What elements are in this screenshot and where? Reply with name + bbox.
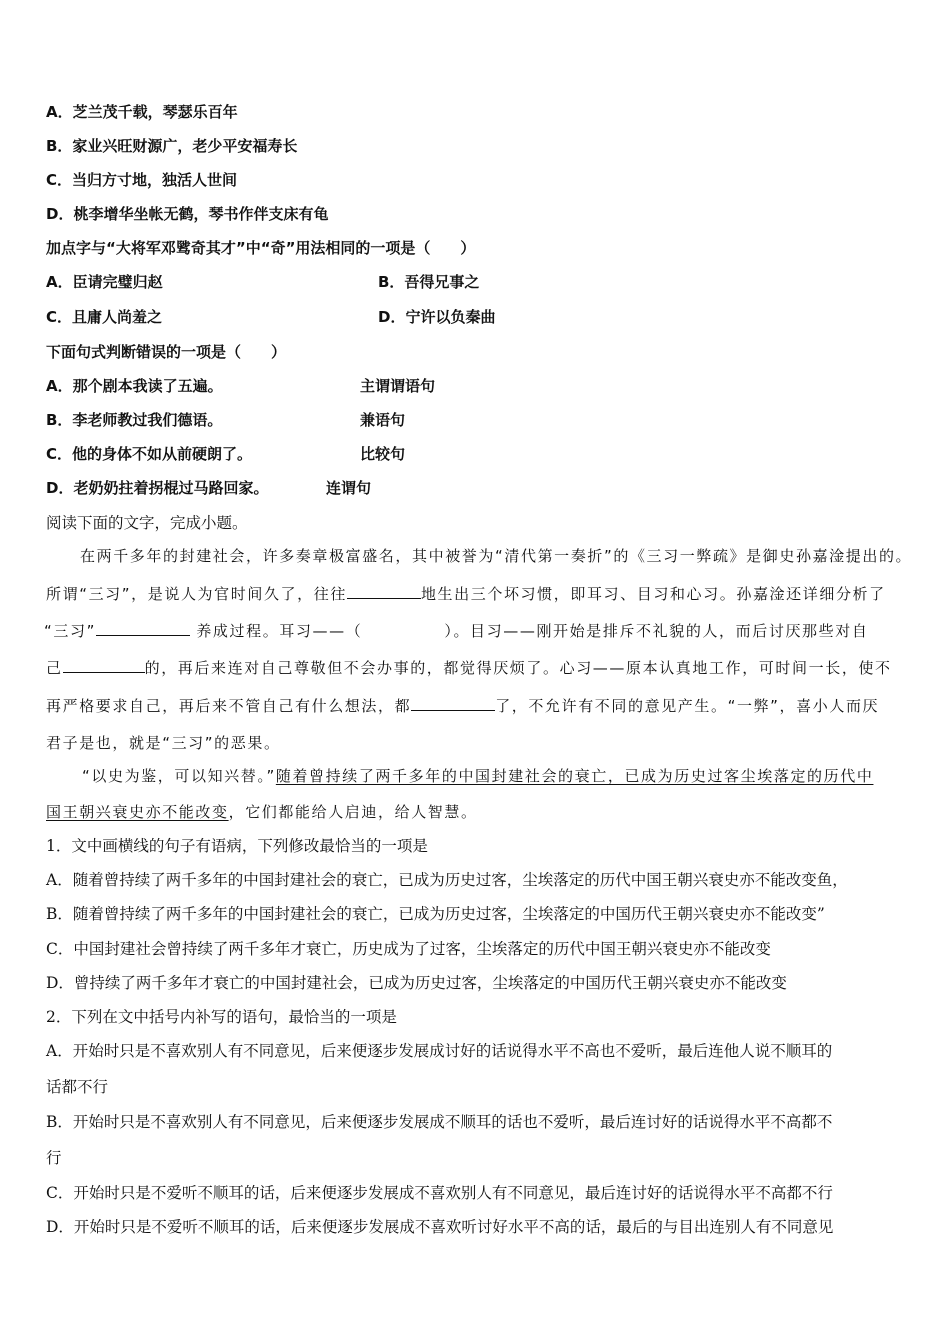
option-a-type: 主谓谓语句: [360, 377, 436, 395]
option-c: C．他的身体不如从前硬朗了。: [46, 445, 253, 463]
option-a: A．随着曾持续了两千多年的中国封建社会的衰亡，已成为历史过客，尘埃落定的历代中国王朝兴衰史亦不能改变鱼，: [46, 871, 848, 889]
question-stem: 1．文中画横线的句子有语病，下列修改最恰当的一项是: [46, 837, 428, 855]
passage-line: “三习” 养成过程。耳习——（ ）。目习——刚开始是排斥不礼貌的人，而后讨厌那些对自: [44, 622, 869, 640]
passage-line: “以史为鉴，可以知兴替。”随着曾持续了两千多年的中国封建社会的衰亡，已成为历史过客尘埃落定的历代中: [82, 767, 874, 785]
passage-line: 所谓“三习”，是说人为官时间久了，往往 地生出三个坏习惯，即耳习、目习和心习。孙嘉淦还详细分析了: [46, 585, 886, 603]
passage-line: 在两千多年的封建社会，许多奏章极富盛名，其中被誉为“清代第一奏折”的《三习一弊疏》是御史孙嘉淦提出的。: [80, 547, 913, 565]
question-stem: 加点字与“大将军邓骘奇其才”中“奇”用法相同的一项是（ ）: [46, 239, 476, 257]
option-d: D．老奶奶拄着拐棍过马路回家。: [46, 479, 269, 497]
option-b: B．李老师教过我们德语。: [46, 411, 223, 429]
option-d-type: 连谓句: [326, 479, 372, 497]
option-d: D．宁许以负秦曲: [378, 308, 496, 326]
underlined-sentence: 国王朝兴衰史亦不能改变: [46, 803, 229, 821]
passage-line: 再严格要求自己，再后来不管自己有什么想法，都 了，不允许有不同的意见产生。“一弊”，喜小人而厌: [46, 697, 880, 715]
option-a: A．臣请完璧归赵: [46, 273, 163, 291]
option-d: D．开始时只是不爱听不顺耳的话，后来便逐步发展成不喜欢听讨好水平不高的话，最后的与目出连别人有不同意见: [46, 1218, 834, 1236]
passage-line: 君子是也，就是“三习”的恶果。: [46, 734, 281, 752]
option-c-type: 比较句: [360, 445, 406, 463]
option-b: B．随着曾持续了两千多年的中国封建社会的衰亡，已成为历史过客，尘埃落定的中国历代王朝兴衰史亦不能改变”: [46, 905, 825, 923]
option-a: A．开始时只是不喜欢别人有不同意见，后来便逐步发展成讨好的话说得水平不高也不爱听，最后连他人说不顺耳的: [46, 1042, 833, 1060]
fill-blank: [347, 584, 421, 599]
option-b: B．家业兴旺财源广，老少平安福寿长: [46, 137, 298, 155]
underlined-sentence: 随着曾持续了两千多年的中国封建社会的衰亡，已成为历史过客尘埃落定的历代中: [275, 767, 874, 785]
fill-blank: [63, 658, 145, 673]
passage-line: 己 的，再后来连对自己尊敬但不会办事的，都觉得厌烦了。心习——原本认真地工作，可时间一长，使不: [46, 659, 892, 677]
option-d: D．桃李增华坐帐无鹤，琴书作伴支床有龟: [46, 205, 329, 223]
reading-intro: 阅读下面的文字，完成小题。: [46, 514, 248, 532]
option-b: B．开始时只是不喜欢别人有不同意见，后来便逐步发展成不顺耳的话也不爱听，最后连讨好的话说得水平不高都不: [46, 1113, 833, 1131]
option-c: C．中国封建社会曾持续了两千多年才衰亡，历史成为了过客，尘埃落定的历代中国王朝兴衰史亦不能改变: [46, 940, 771, 958]
question-stem: 下面句式判断错误的一项是（ ）: [46, 343, 287, 361]
option-a-continued: 话都不行: [46, 1078, 109, 1096]
option-d: D．曾持续了两千多年才衰亡的中国封建社会，已成为历史过客，尘埃落定的中国历代王朝兴衰史亦不能改变: [46, 974, 787, 992]
option-c: C．且庸人尚羞之: [46, 308, 163, 326]
option-b: B．吾得兄事之: [378, 273, 480, 291]
option-b-continued: 行: [46, 1149, 62, 1167]
option-c: C．开始时只是不爱听不顺耳的话，后来便逐步发展成不喜欢别人有不同意见，最后连讨好的话说得水平不高都不行: [46, 1184, 833, 1202]
option-b-type: 兼语句: [360, 411, 406, 429]
fill-blank: [411, 696, 495, 711]
question-stem: 2．下列在文中括号内补写的语句，最恰当的一项是: [46, 1008, 397, 1026]
option-c: C．当归方寸地，独活人世间: [46, 171, 238, 189]
option-a: A．芝兰茂千载，琴瑟乐百年: [46, 103, 238, 121]
passage-line: 国王朝兴衰史亦不能改变，它们都能给人启迪，给人智慧。: [46, 803, 478, 821]
fill-blank: [96, 621, 190, 636]
option-a: A．那个剧本我读了五遍。: [46, 377, 223, 395]
